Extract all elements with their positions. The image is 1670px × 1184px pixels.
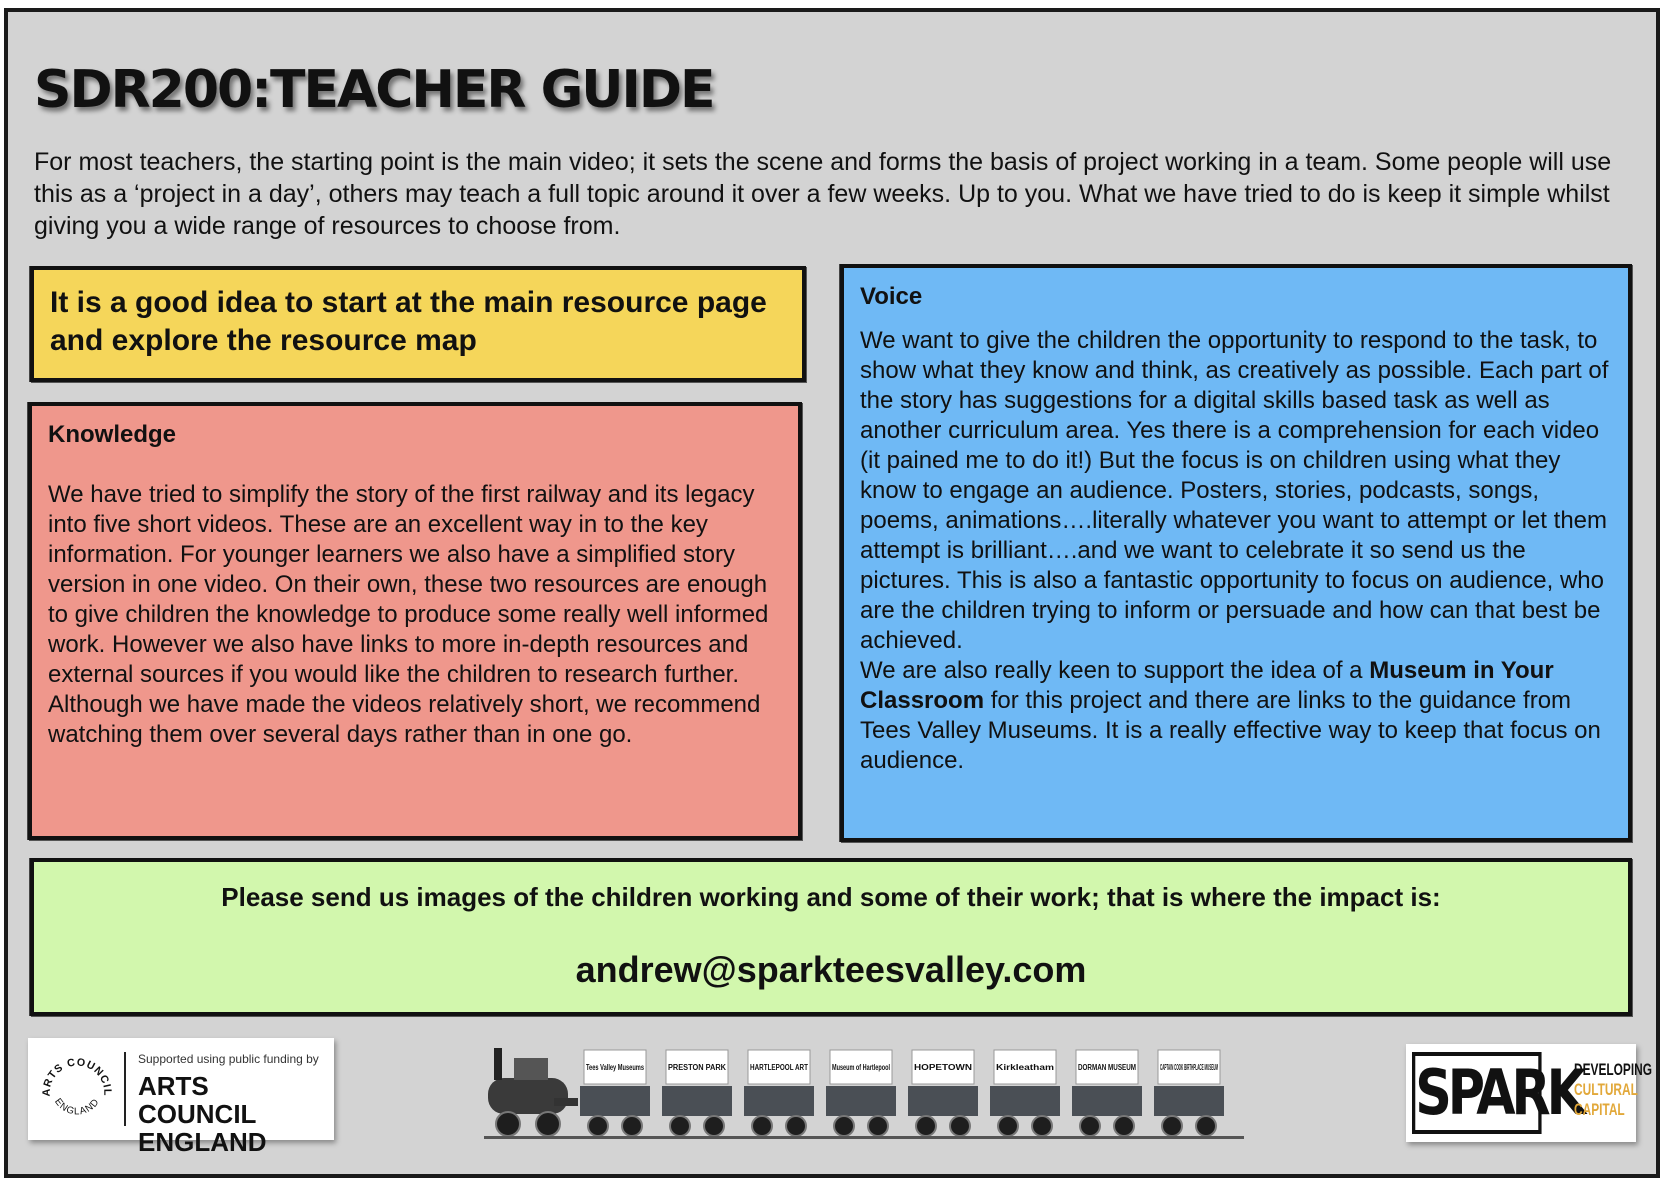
wagon-label: HOPETOWN — [914, 1063, 973, 1072]
page-title: SDR200:TEACHER GUIDE — [34, 60, 714, 120]
contact-email[interactable]: andrew@sparkteesvalley.com — [575, 949, 1087, 990]
tip-text: It is a good idea to start at the main resource page and explore the resource map — [50, 286, 767, 357]
wagon-2 — [662, 1050, 732, 1136]
knowledge-box — [28, 402, 802, 840]
wagon-label: Museum of Hartlepool — [832, 1063, 890, 1072]
spark-tag-developing: DEVELOPING — [1574, 1060, 1653, 1079]
voice-body-museum-start: We are also really keen to support the idea of a — [860, 657, 1370, 684]
contact-box — [30, 858, 1632, 1016]
voice-body-museum-end: for this project and there are links to the guidance from Tees Valley Museums. It is a really effective way to keep that focus on audience. — [860, 687, 1601, 774]
voice-heading: Voice — [860, 283, 923, 310]
rail-track — [484, 1136, 1244, 1139]
knowledge-body: We have tried to simplify the story of the first railway and its legacy into five short videos. These are an excellent way in to the key information. For younger learners we also have a simplified story version in one video. On their own, these two resources are enough to give children the knowledge to produce some really well informed work. However we also have links to more in-depth resources and external sources if you would like the children to research further. Although we have made the videos relatively short, we recommend watching them over several days rather than in one go. — [48, 481, 769, 748]
arts-council-line1: ARTS COUNCIL — [138, 1071, 257, 1129]
wagon-label: Kirkleatham — [996, 1063, 1054, 1072]
arts-council-seal-icon — [38, 1050, 116, 1128]
arts-council-name — [138, 1072, 334, 1156]
spark-logo — [1406, 1044, 1653, 1142]
museum-in-your-classroom: Museum in Your Classroom — [860, 657, 1554, 714]
wagon-label: CAPTAIN COOK BIRTHPLACE MUSEUM — [1160, 1063, 1219, 1072]
seal-top-text: ARTS COUNCIL — [40, 1056, 114, 1097]
wagon-7 — [1072, 1050, 1142, 1136]
wagon-8 — [1154, 1050, 1224, 1136]
locomotive-icon — [488, 1048, 578, 1136]
wagon-4 — [826, 1050, 896, 1136]
contact-cta: Please send us images of the children working and some of their work; that is where the impact is: — [221, 882, 1441, 912]
arts-council-logo — [28, 1038, 334, 1157]
wagon-6 — [990, 1050, 1060, 1136]
train-illustration — [484, 1038, 1244, 1150]
funding-note: Supported using public funding by — [138, 1052, 319, 1066]
wagon-label: Tees Valley Museums — [586, 1063, 645, 1072]
arts-council-line2: ENGLAND — [138, 1127, 267, 1157]
wagon-5 — [908, 1050, 978, 1136]
voice-body-museum — [860, 656, 1612, 776]
voice-body: We want to give the children the opportunity to respond to the task, to show what they know and think, as creatively as possible. Each part of the story has suggestions for a digital skills based task as well as another curriculum area. Yes there is a comprehension for each video (it pained me to do it!) But the focus is on children using what they know to engage an audience. Posters, stories, podcasts, songs, poems, animations….literally whatever you want to attempt or let them attempt is brilliant….and we want to celebrate it so send us the pictures. This is also a fantastic opportunity to focus on audience, who are the children trying to inform or persuade and how can that best be achieved. — [860, 327, 1609, 654]
knowledge-heading: Knowledge — [48, 421, 177, 448]
spark-tag-capital: CAPITAL — [1574, 1100, 1625, 1119]
wagon-label: PRESTON PARK — [668, 1063, 727, 1072]
wagon-label: HARTLEPOOL ART — [750, 1063, 809, 1072]
wagon-label: DORMAN MUSEUM — [1078, 1063, 1137, 1072]
wagon-3 — [744, 1050, 814, 1136]
seal-bottom-text: ENGLAND — [52, 1096, 102, 1118]
page — [4, 8, 1660, 1178]
logo-divider — [124, 1052, 126, 1126]
tip-box — [30, 266, 806, 382]
svg-text:ARTS COUNCIL — [41, 1056, 114, 1096]
wagon-1 — [580, 1050, 650, 1136]
voice-box — [840, 264, 1632, 842]
spark-tag-cultural: CULTURAL — [1574, 1080, 1638, 1099]
intro-paragraph: For most teachers, the starting point is the main video; it sets the scene and forms the basis of project working in a team. Some people will use this as a ‘project in a day’, others may teach a full topic around it over a few weeks. Up to you. What we have tried to do is keep it simple whilst giving you a wide range of resources to choose from. — [34, 148, 1612, 240]
spark-wordmark: SPARK — [1412, 1052, 1542, 1134]
svg-text:ENGLAND — [52, 1096, 102, 1117]
spark-tagline — [1574, 1060, 1652, 1120]
